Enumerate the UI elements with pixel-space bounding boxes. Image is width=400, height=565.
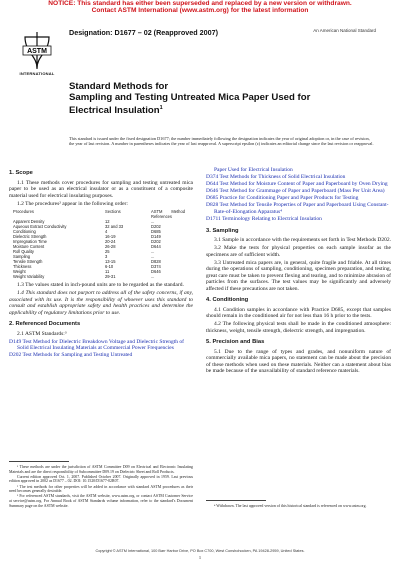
- ref-d828: [206, 202, 391, 215]
- ref-d1711-code[interactable]: D1711: [206, 216, 221, 223]
- ref-d202-code[interactable]: D202: [9, 352, 22, 359]
- section-4-heading: 4. Conditioning: [206, 297, 249, 304]
- footnote-divider-left: [9, 461, 69, 462]
- procedure-name-cell: Dielectric Strength: [13, 234, 47, 240]
- footnotes-right: [206, 504, 391, 509]
- procedure-name-cell: Roll Quality: [13, 249, 34, 255]
- ref-d1711: [206, 216, 391, 223]
- section-1-heading: 1. Scope: [9, 170, 33, 176]
- footnote-4: ⁴ Withdrawn. The last approved version of this historical standard is referenced on www.astm.org.: [214, 504, 367, 508]
- procedure-name-cell: Impregnation Time: [13, 239, 47, 245]
- footnotes-left: [9, 465, 193, 509]
- ref-d828-code[interactable]: D828: [206, 202, 219, 209]
- section-3-heading: 3. Sampling: [206, 227, 239, 234]
- american-national-standard-label: An American National Standard: [313, 28, 376, 33]
- ref-d202-title-cont[interactable]: Paper Used for Electrical Insulation: [214, 167, 293, 173]
- astm-ref-cell: ...: [151, 249, 155, 255]
- copyright-footer: Copyright © ASTM International, 100 Barr Harbor Drive, PO Box C700, West Conshohocken, PA 19428-2959, United States.: [95, 549, 305, 553]
- header-astm-refs: ASTM Method References: [151, 209, 185, 220]
- para-2-1: 2.1 ASTM Standards:³: [17, 330, 67, 337]
- procedure-name-cell: Weight: [13, 269, 26, 275]
- para-1-2: 1.2 The procedures² appear in the following order:: [17, 200, 128, 207]
- para-3-3: 3.3 Untreated mica papers are, in general, quite fragile and friable. At all times during the operations of sampling, conditioning, specimen preparation, and testing, great care must be taken to prevent flexing and tearing, and to minimize abrasion of particles from the surfaces. The test values may be significantly and adversely affected if these precautions are not taken.: [206, 259, 391, 292]
- right-column: [206, 167, 391, 376]
- ref-d374-code[interactable]: D374: [206, 174, 219, 181]
- issuance-note: This standard is issued under the fixed designation D1677; the number immediately following the designation indicates the year of original adoption or, in the case of revision, the year of last revision. A number in parentheses indicates the year of last reapproval. A superscript epsilon (ε) indicates an editorial change since the last revision or reapproval.: [69, 136, 374, 147]
- ref-d646: [206, 188, 391, 195]
- ref-d374: [206, 174, 391, 181]
- footnote-1a: ¹ These methods are under the jurisdiction of ASTM Committee D09 on Electrical and Electronic Insulating Materials and are the direct responsibility of Subcommittee D09.19 on Dielectric Sheet and Roll Products.: [9, 465, 193, 474]
- astm-ref-cell: D202: [151, 239, 161, 245]
- header-sections: Sections: [105, 209, 121, 215]
- para-3-1: 3.1 Sample in accordance with the requirements set forth in Test Methods D202.: [214, 237, 391, 244]
- sections-cell: 20-24: [105, 239, 116, 245]
- ref-d685-code[interactable]: D685: [206, 195, 219, 202]
- procedures-table: [13, 209, 185, 279]
- para-4-1: 4.1 Condition samples in accordance with Practice D685, except that samples should remain in the conditioned air for not less than 16 h prior to the tests.: [206, 306, 391, 320]
- notice-line-2: Contact ASTM International (www.astm.org) for the latest information: [91, 7, 309, 15]
- title-line-3: Electrical Insulation: [69, 105, 160, 117]
- title-line-3-wrap: [69, 103, 369, 117]
- sections-cell: 16-19: [105, 234, 116, 240]
- sections-cell: 13-15: [105, 259, 116, 265]
- astm-ref-cell: D644: [151, 244, 161, 250]
- withdrawal-notice: [0, 0, 400, 15]
- footnote-1b: Current edition approved Oct. 1, 2007. Published October 2007. Originally approved in 1959. Last previous edition approved in 2002 as D1677 – 02. DOI: 10.1520/D1677-02R07.: [9, 474, 193, 484]
- astm-logo-icon: [22, 32, 52, 69]
- ref-d646-title[interactable]: Test Method for Grammage of Paper and Paperboard (Mass Per Unit Area): [219, 188, 385, 195]
- para-4-2: 4.2 The following physical tests shall be made in the conditioned atmosphere: thickness, weight, tensile strength, dielectric strength, and impregnation.: [206, 321, 391, 334]
- ref-d685-title[interactable]: Practice for Conditioning Paper and Paper Products for Testing: [219, 195, 359, 202]
- logo-caption: INTERNATIONAL: [19, 71, 55, 76]
- procedure-name-cell: Sampling: [13, 254, 31, 260]
- footnote-divider-right: [206, 500, 266, 501]
- designation: Designation: D1677 – 02 (Reapproved 2007): [69, 28, 218, 37]
- para-1-4: 1.4 This standard does not purport to address all of the safety concerns, if any, associated with its use. It is the responsibility of whoever uses this standard to consult and establish appropriate safety and health practices and determine the applicability of regulatory limitations prior to use.: [9, 290, 193, 316]
- notice-line-1: NOTICE: This standard has either been superseded and replaced by a new version or withdrawn.: [48, 0, 352, 7]
- procedure-name-cell: Moisture Content: [13, 244, 45, 250]
- footnote-3: ³ For referenced ASTM standards, visit the ASTM website, www.astm.org, or contact ASTM Customer Service at service@astm.org. For Annual Book of ASTM Standards volume information, refer to the standard's Document Summary page on the ASTM website.: [9, 494, 193, 508]
- ref-d828-title[interactable]: Test Method for Tensile Properties of Paper and Paperboard Using Constant-Rate-of-Elongation Apparatus⁴: [214, 202, 389, 215]
- document-title: [69, 82, 369, 117]
- procedure-name-cell: Conditioning: [13, 229, 36, 235]
- logo-letters: ASTM: [27, 48, 47, 55]
- ref-d1711-title[interactable]: Terminology Relating to Electrical Insulation: [222, 216, 322, 223]
- astm-ref-cell: D149: [151, 234, 161, 240]
- astm-ref-cell: ...: [151, 254, 155, 260]
- page-number: 1: [198, 555, 202, 560]
- title-line-1: Standard Methods for: [69, 81, 169, 92]
- sections-cell: 25: [105, 249, 110, 255]
- ref-d202-title[interactable]: Test Methods for Sampling and Testing Untreated: [22, 352, 133, 359]
- procedure-name-cell: Tensile Strength: [13, 259, 43, 265]
- astm-ref-cell: D685: [151, 229, 161, 235]
- sections-cell: 3: [105, 254, 108, 260]
- ref-d202: [9, 352, 193, 359]
- procedure-name-cell: Apparent Density: [13, 219, 45, 225]
- ref-d149: [9, 339, 193, 352]
- sections-cell: 29-31: [105, 274, 116, 280]
- sections-cell: 32 and 33: [105, 224, 124, 230]
- astm-ref-cell: D646: [151, 269, 161, 275]
- ref-d149-code[interactable]: D149: [9, 338, 22, 345]
- procedure-name-cell: Aqueous Extract Conductivity: [13, 224, 67, 230]
- sections-cell: 26-28: [105, 244, 116, 250]
- section-2-heading: 2. Referenced Documents: [9, 321, 81, 328]
- ref-d646-code[interactable]: D646: [206, 188, 219, 195]
- header-procedures: Procedures: [13, 209, 34, 215]
- procedure-name-cell: Thickness: [13, 264, 32, 270]
- sections-cell: 4: [105, 229, 108, 235]
- ref-d374-title[interactable]: Test Methods for Thickness of Solid Electrical Insulation: [219, 174, 346, 181]
- procedure-name-cell: Weight Variability: [13, 274, 45, 280]
- left-column: [9, 170, 193, 359]
- para-5-1: 5.1 Due to the range of types and grades, and nonuniform nature of commercially available mica papers, no statement can be made about the precision of these methods when used on these materials. Neither can a statement about bias be made because of the unavailability of standard reference materials.: [206, 348, 391, 375]
- ref-d644-code[interactable]: D644: [206, 181, 219, 188]
- title-line-2: Sampling and Testing Untreated Mica Paper Used for: [69, 91, 311, 103]
- ref-d202-continued: [206, 167, 391, 174]
- section-5-heading: 5. Precision and Bias: [206, 339, 265, 346]
- ref-d644: [206, 181, 391, 188]
- sections-cell: 6-10: [105, 264, 114, 270]
- procedures-table-header: [13, 209, 185, 219]
- astm-ref-cell: D828: [151, 259, 161, 265]
- astm-ref-cell: ...: [151, 274, 155, 280]
- para-3-2: 3.2 Make the tests for physical properties on each sample insofar as the specimens are of sufficient width.: [206, 245, 391, 258]
- footnote-2: ² The test methods for other properties will be added in accordance with standard ASTM procedures as their need becomes generally desirable.: [9, 484, 193, 494]
- sections-cell: 11: [105, 269, 110, 275]
- astm-ref-cell: D374: [151, 264, 161, 270]
- astm-ref-cell: ...: [151, 219, 155, 225]
- para-1-1: 1.1 These methods cover procedures for sampling and testing untreated mica paper to be used as an electrical insulator or as a constituent of a composite material used for electrical insulating purposes.: [9, 179, 193, 199]
- ref-d685: [206, 195, 391, 202]
- astm-ref-cell: D202: [151, 224, 161, 230]
- ref-d644-title[interactable]: Test Method for Moisture Content of Paper and Paperboard by Oven Drying: [219, 181, 388, 188]
- title-footnote-mark: 1: [159, 105, 163, 112]
- procedures-table-row: [13, 274, 185, 279]
- ref-d149-title[interactable]: Test Method for Dielectric Breakdown Voltage and Dielectric Strength of Solid Electrical Insulating Materials at Commercial Power Frequencies: [17, 338, 184, 352]
- sections-cell: 12: [105, 219, 110, 225]
- para-1-3: 1.3 The values stated in inch-pound units are to be regarded as the standard.: [17, 282, 184, 289]
